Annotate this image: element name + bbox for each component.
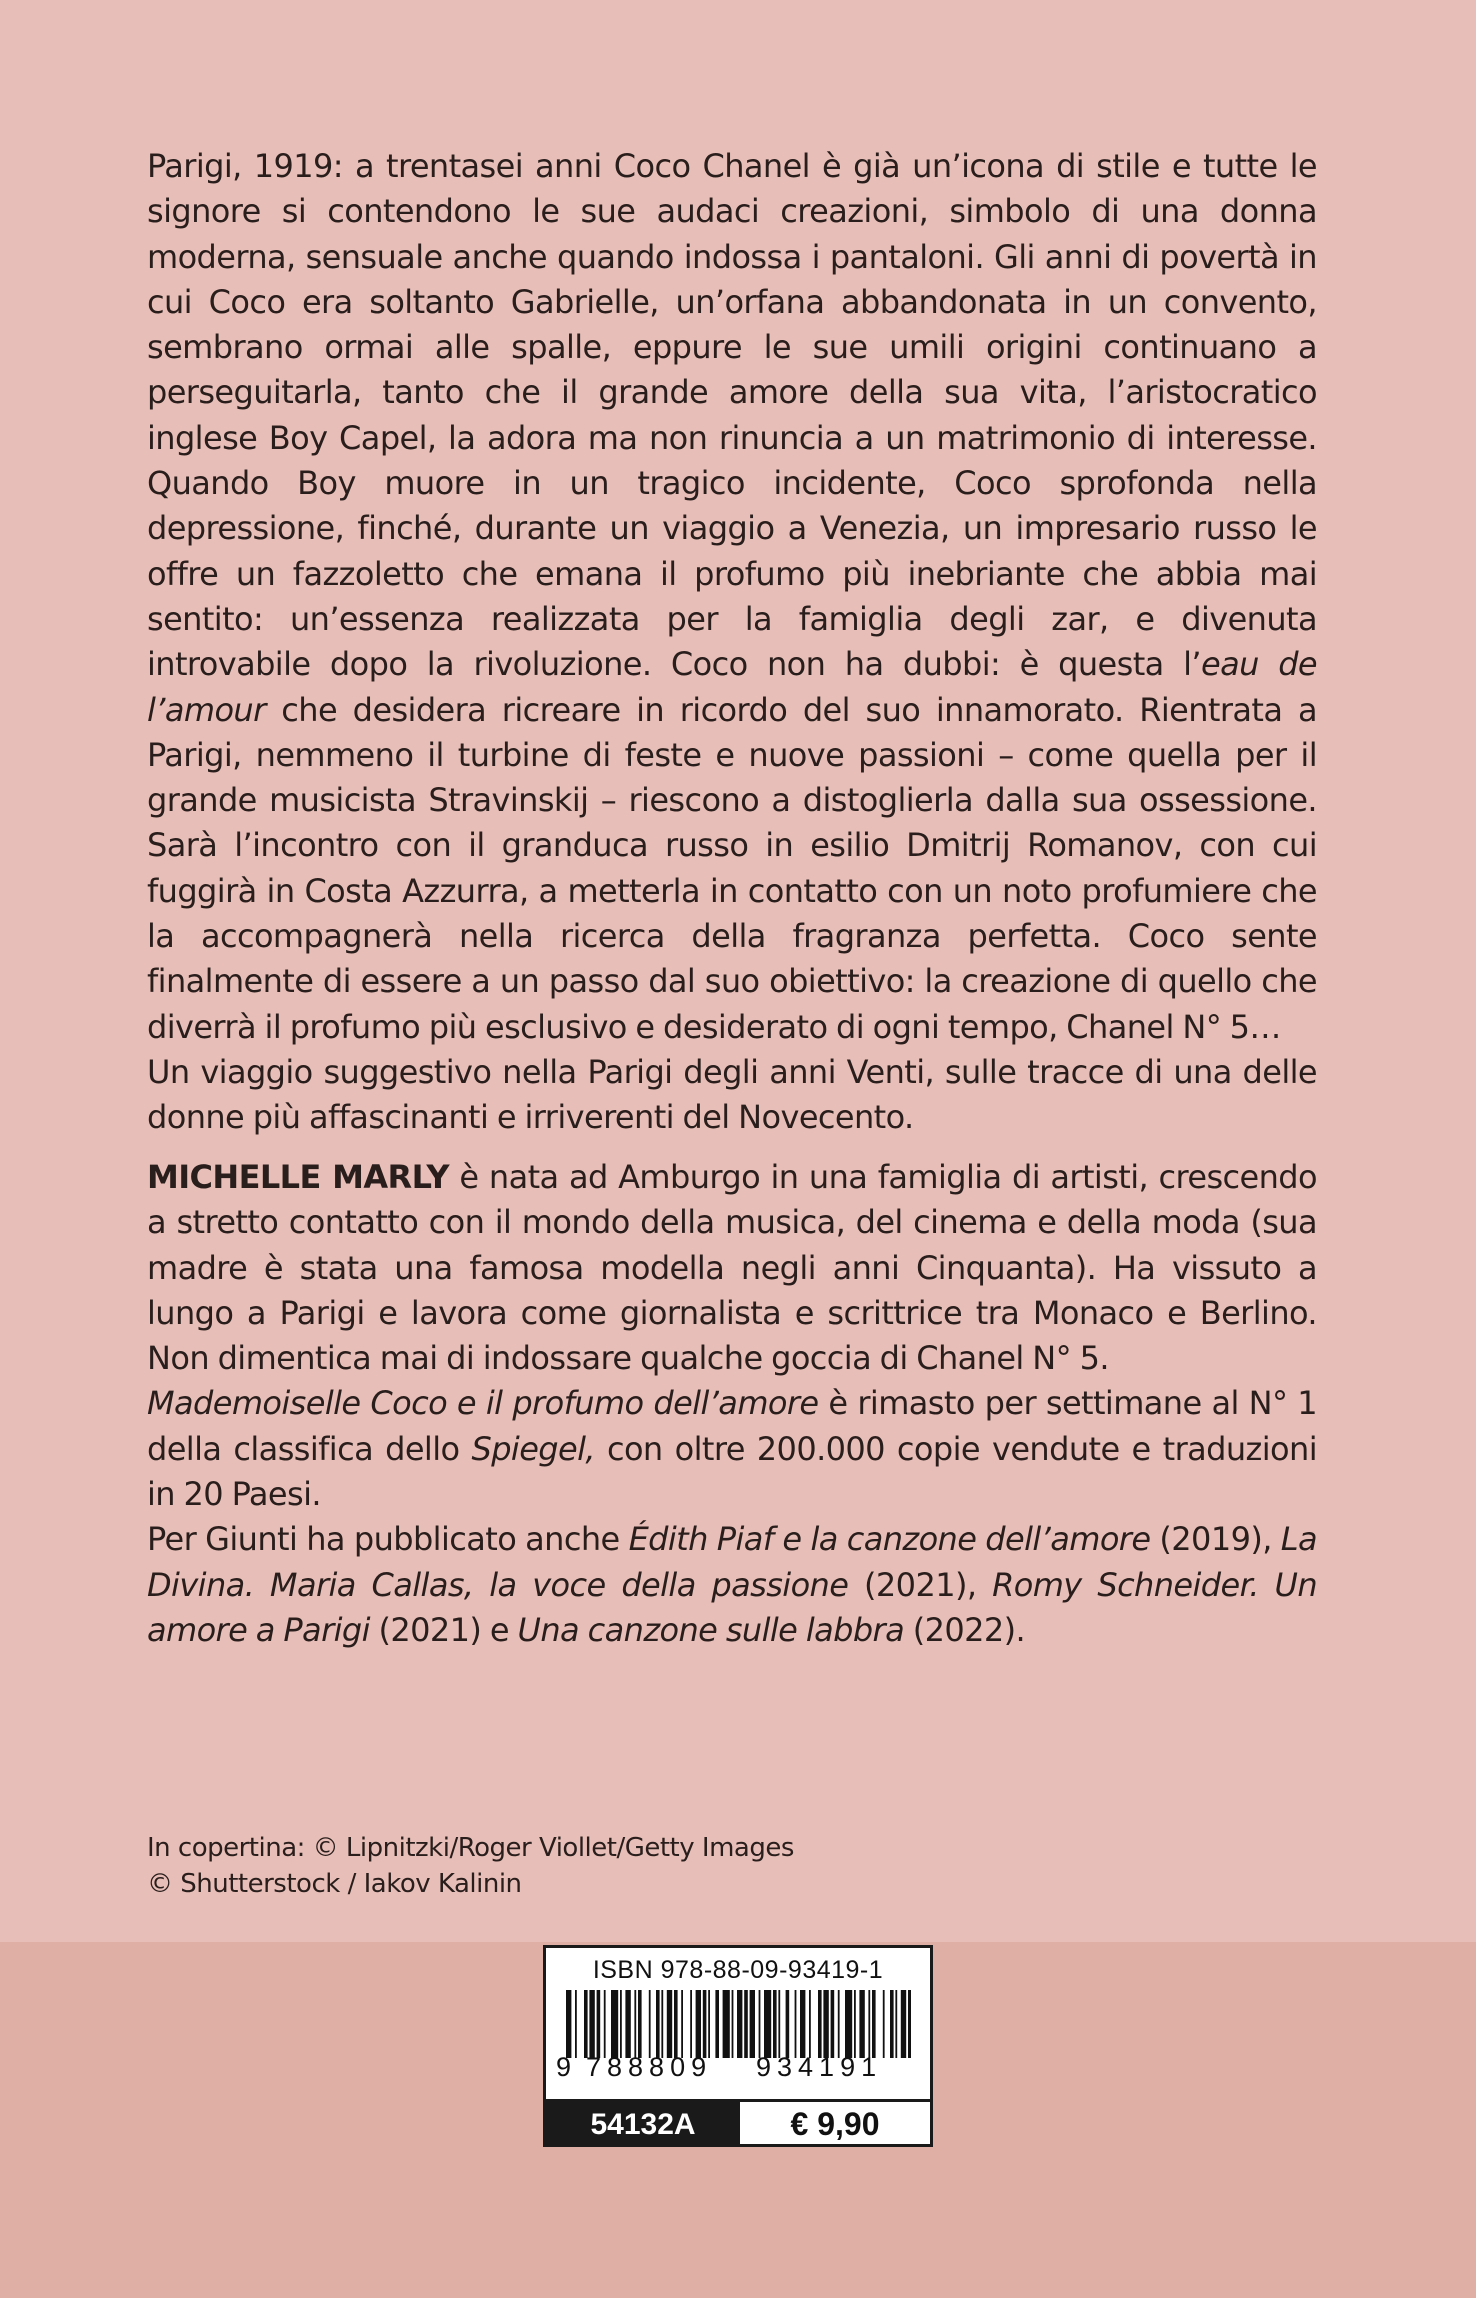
barcode-bar [661, 1990, 663, 2058]
barcode-bar [872, 1990, 876, 2058]
barcode-bar [795, 1990, 797, 2058]
barcode-bar [895, 1990, 897, 2058]
barcode-bar [883, 1990, 885, 2058]
barcode-bar [890, 1990, 894, 2058]
book-title: Mademoiselle Coco e il profumo dell’amore [147, 1384, 819, 1423]
bio-paragraph-2: Mademoiselle Coco e il profumo dell’amore è rimasto per settimane al N° 1 della classifica dello Spiegel, con oltre 200.000 copie vendute e traduzioni in 20 Paesi. [147, 1384, 1317, 1514]
barcode-bar [674, 1990, 678, 2058]
barcode-bar [786, 1990, 790, 2058]
bio-paragraph-3: Per Giunti ha pubblicato anche Édith Piaf e la canzone dell’amore (2019), La Divina. Maria Callas, la voce della passione (2021), Romy Schneider. Un amore a Parigi (2021) e Una canzone sulle labbra (2022). [147, 1520, 1318, 1649]
synopsis-paragraph-1: Parigi, 1919: a trentasei anni Coco Chanel è già un’icona di stile e tutte le signore si contendono le sue audaci creazioni, simbolo di una donna moderna, sensuale anche quando indossa i pantaloni. Gli anni di povertà in cui Coco era soltanto Gabrielle, un’orfana abbandonata in un convento, sembrano ormai alle spalle, eppure le sue umili origini continuano a perseguitarla, tanto che il grande amore della sua vita, l’aristocratico inglese Boy Capel, la adora ma non rinuncia a un matrimonio di interesse. Quando Boy muore in un tragico incidente, Coco sprofonda nella depressione, finché, durante un viaggio a Venezia, un impresario russo le offre un fazzoletto che emana il profumo più inebriante che abbia mai sentito: un’essenza realizzata per la famiglia degli zar, e divenuta introvabile dopo la rivoluzione. Coco non ha dubbi: è questa l’eau de l’amour che desidera ricreare in ricordo del suo innamorato. Rientrata a Parigi, nemmeno il turbine di feste e nuove passioni – come quella per il grande musicista Stravinskij – riescono a distoglierla dalla sua ossessione. Sarà l’incontro con il granduca russo in esilio Dmitrij Romanov, con cui fuggirà in Costa Azzurra, a metterla in contatto con un noto profumiere che la accompagnerà nella ricerca della fragranza perfetta. Coco sente finalmente di essere a un passo dal suo obiettivo: la creazione di quello che diverrà il profumo più esclusivo e desiderato di ogni tempo, Chanel N° 5… [147, 147, 1318, 1046]
barcode-bar [625, 1990, 630, 2058]
barcode-bar [696, 1990, 701, 2058]
barcode-bar [634, 1990, 636, 2058]
barcode-bar [638, 1990, 642, 2058]
synopsis-text [147, 144, 1317, 1141]
credit-line: In copertina: © Lipnitzki/Roger Viollet/Getty Images [147, 1833, 794, 1863]
barcode-bar [715, 1990, 719, 2058]
barcode-bar [723, 1990, 730, 2058]
barcode-bar [908, 1990, 911, 2058]
barcode-bar [589, 1990, 594, 2058]
barcode-bar [750, 1990, 755, 2058]
barcode-bar [584, 1990, 588, 2058]
barcode-bar [649, 1990, 651, 2058]
barcode-box [543, 1945, 933, 2147]
barcode-bar [845, 1990, 852, 2058]
barcode-bar [868, 1990, 870, 2058]
barcode-bar [737, 1990, 742, 2058]
bio-paragraph-1: MICHELLE MARLY è nata ad Amburgo in una famiglia di artisti, crescendo a stretto contatto con il mondo della musica, del cinema e della moda (sua madre è stata una famosa modella negli anni Cinquanta). Ha vissuto a lungo a Parigi e lavora come giornalista e scrittrice tra Monaco e Berlino. Non dimentica mai di indossare qualche goccia di Chanel N° 5. [147, 1158, 1317, 1378]
barcode-bar [823, 1990, 828, 2058]
barcode-bar [901, 1990, 906, 2058]
barcode-bar [744, 1990, 748, 2058]
barcode-bar [809, 1990, 811, 2058]
barcode-digits: 9 788809 934191 [556, 2052, 883, 2082]
credit-line: © Shutterstock / Iakov Kalinin [147, 1869, 522, 1899]
barcode-bar [667, 1990, 672, 2058]
italic-phrase: eau de l’amour [147, 645, 1318, 729]
barcode-bar [575, 1990, 577, 2058]
isbn-label: ISBN 978-88-09-93419-1 [592, 1956, 884, 1984]
barcode-bar [681, 1990, 683, 2058]
barcode-bar [778, 1990, 780, 2058]
barcode-bar [690, 1990, 692, 2058]
barcode-bar [732, 1990, 734, 2058]
barcode-bar [620, 1990, 622, 2058]
synopsis-paragraph-2: Un viaggio suggestivo nella Parigi degli anni Venti, sulle tracce di una delle donne più affascinanti e irriverenti del Novecento. [147, 1052, 1317, 1137]
barcode-bar [838, 1990, 840, 2058]
product-code: 54132A [546, 2102, 740, 2147]
barcode-bar [656, 1990, 660, 2058]
barcode-bar [854, 1990, 856, 2058]
barcode-bar [708, 1990, 710, 2058]
barcode-bar [703, 1990, 707, 2058]
barcode-icon [566, 1990, 911, 2058]
barcode-bar [831, 1990, 835, 2058]
barcode-bar [800, 1990, 805, 2058]
barcode-bar [764, 1990, 771, 2058]
barcode-bar [604, 1990, 606, 2058]
barcode-bar [597, 1990, 601, 2058]
cover-credits [147, 1830, 794, 1902]
book-title: Édith Piaf e la canzone dell’amore [628, 1520, 1151, 1559]
barcode-bar [773, 1990, 777, 2058]
author-bio [147, 1155, 1317, 1653]
barcode-bar [611, 1990, 618, 2058]
magazine-title: Spiegel, [471, 1429, 595, 1468]
price-row [546, 2099, 930, 2147]
barcode-bar [859, 1990, 864, 2058]
book-title: Romy Schneider. Un amore a Parigi [147, 1565, 1318, 1649]
barcode-bar [759, 1990, 761, 2058]
barcode-bar [818, 1990, 822, 2058]
price: € 9,90 [790, 2106, 880, 2142]
author-name: MICHELLE MARLY [147, 1158, 449, 1196]
book-title: La Divina. Maria Callas, la voce della passione [147, 1520, 1317, 1604]
barcode-bar [566, 1990, 571, 2058]
book-title: Una canzone sulle labbra [517, 1610, 905, 1649]
